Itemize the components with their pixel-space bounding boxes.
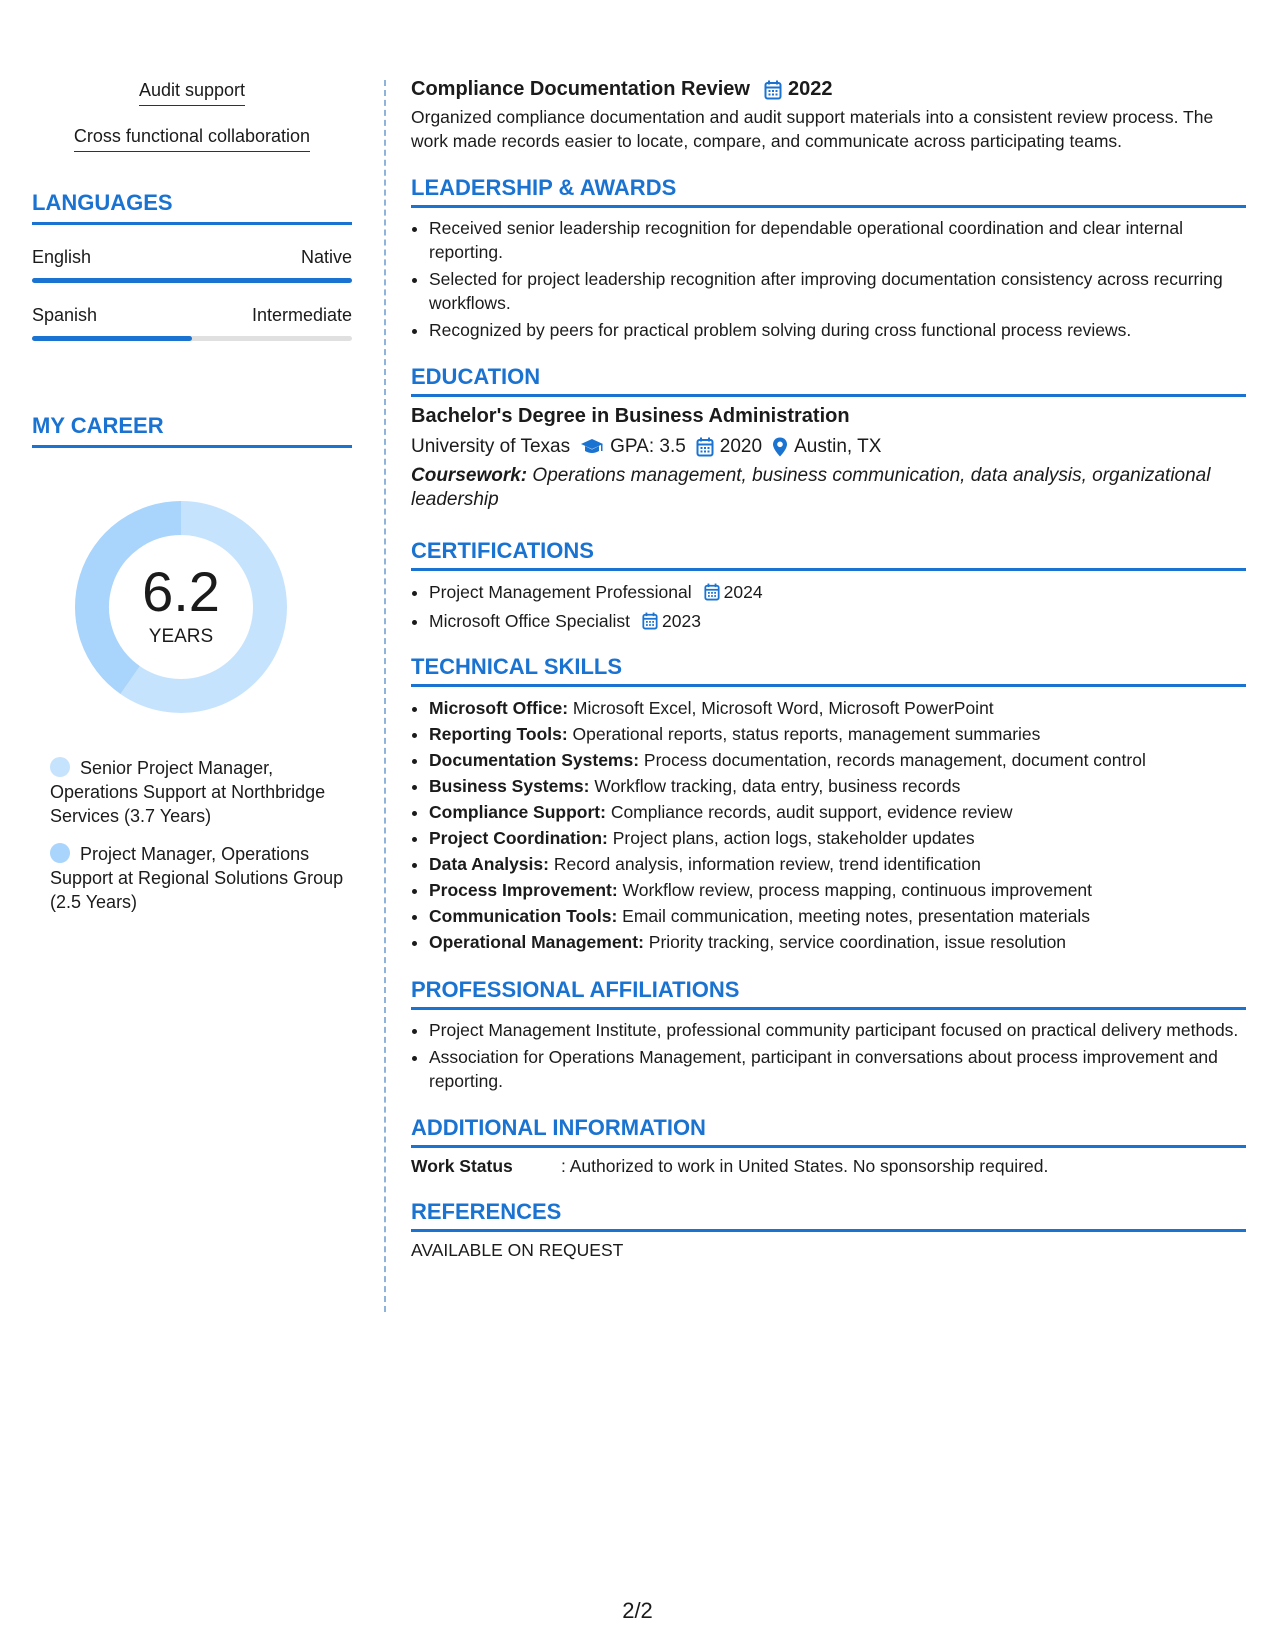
affiliations-heading: PROFESSIONAL AFFILIATIONS: [411, 977, 1246, 1010]
location-pin-icon: [772, 437, 788, 457]
coursework-text: Operations management, business communication, data analysis, organizational leadership: [411, 465, 1211, 510]
degree-title: Bachelor's Degree in Business Administration: [411, 405, 850, 427]
right-column: [411, 78, 1246, 1261]
language-level: Intermediate: [251, 305, 352, 325]
project-year: 2022: [787, 78, 833, 100]
career-legend: [32, 756, 352, 914]
technical-skill-item: • Operational Management: Priority tracking, service coordination, issue resolution: [429, 929, 1246, 955]
career-legend-item: Senior Project Manager, Operations Support at Northbridge Services (3.7 Years): [50, 758, 326, 826]
certification-year: 2023: [662, 611, 701, 631]
coursework: [411, 464, 1246, 512]
left-column: [32, 80, 352, 928]
skill-tag: Audit support: [32, 80, 352, 106]
list-item: • Selected for project leadership recognition after improving documentation consistency across recurring workflows.: [429, 267, 1246, 315]
project-entry: [411, 78, 1246, 153]
additional-info-heading: ADDITIONAL INFORMATION: [411, 1115, 1246, 1148]
language-english: [32, 247, 352, 283]
calendar-icon: [642, 612, 658, 630]
calendar-icon: [704, 583, 720, 601]
language-level-fill: [32, 336, 192, 341]
certification-item: [429, 608, 1246, 634]
language-level-bar: [32, 278, 352, 283]
language-name: Spanish: [32, 305, 98, 325]
technical-skill-item: • Business Systems: Workflow tracking, data entry, business records: [429, 773, 1246, 799]
language-level-fill: [32, 278, 352, 283]
project-description: Organized compliance documentation and audit support materials into a consistent review process. The work made records easier to locate, compare, and communicate across participating teams.: [411, 107, 1214, 151]
certification-name: • Project Management Professional: [429, 582, 692, 602]
certification-name: • Microsoft Office Specialist: [429, 611, 630, 631]
work-status-label: Work Status: [411, 1156, 513, 1176]
legend-dot-icon: [50, 843, 70, 863]
project-title: Compliance Documentation Review: [411, 78, 750, 100]
language-level: Native: [300, 247, 352, 267]
school-name: University of Texas: [411, 436, 571, 457]
career-legend-item: Project Manager, Operations Support at Regional Solutions Group (2.5 Years): [50, 844, 344, 912]
technical-skill-item: • Reporting Tools: Operational reports, status reports, management summaries: [429, 721, 1246, 747]
technical-skill-item: • Process Improvement: Workflow review, process mapping, continuous improvement: [429, 877, 1246, 903]
skill-tag: Cross functional collaboration: [32, 126, 352, 152]
career-donut-chart: [66, 492, 296, 722]
language-name: English: [32, 247, 92, 267]
languages-heading: LANGUAGES: [32, 190, 352, 225]
technical-skill-item: • Documentation Systems: Process documentation, records management, document control: [429, 747, 1246, 773]
technical-skill-item: • Microsoft Office: Microsoft Excel, Microsoft Word, Microsoft PowerPoint: [429, 695, 1246, 721]
language-spanish: [32, 305, 352, 341]
coursework-label: Coursework:: [411, 465, 528, 486]
technical-skill-item: • Communication Tools: Email communication, meeting notes, presentation materials: [429, 903, 1246, 929]
references-text: AVAILABLE ON REQUEST: [411, 1240, 624, 1260]
technical-skills-list: [411, 695, 1246, 955]
list-item: • Project Management Institute, professional community participant focused on practical delivery methods.: [429, 1018, 1246, 1042]
technical-skill-item: • Compliance Support: Compliance records, audit support, evidence review: [429, 799, 1246, 825]
school-location: Austin, TX: [794, 436, 882, 457]
list-item: • Received senior leadership recognition for dependable operational coordination and clear internal reporting.: [429, 216, 1246, 264]
technical-skills-heading: TECHNICAL SKILLS: [411, 654, 1246, 687]
leadership-heading: LEADERSHIP & AWARDS: [411, 175, 1246, 208]
certifications-list: [411, 579, 1246, 634]
list-item: • Association for Operations Management, participant in conversations about process improvement and reporting.: [429, 1045, 1246, 1093]
gpa: GPA: 3.5: [610, 436, 686, 457]
graduation-year: 2020: [719, 436, 763, 457]
certifications-heading: CERTIFICATIONS: [411, 538, 1246, 571]
calendar-icon: [764, 80, 782, 100]
leadership-list: [411, 216, 1246, 342]
page-number: 2/2: [622, 1598, 653, 1623]
career-total-years: 6.2: [142, 560, 220, 623]
legend-dot-icon: [50, 757, 70, 777]
graduation-cap-icon: [580, 438, 604, 456]
career-years-unit: YEARS: [148, 626, 214, 647]
language-level-bar: [32, 336, 352, 341]
education-heading: EDUCATION: [411, 364, 1246, 397]
calendar-icon: [696, 437, 714, 457]
education-entry: [411, 405, 1246, 512]
certification-year: 2024: [723, 582, 763, 602]
column-divider: [384, 80, 386, 1312]
work-status-value: : Authorized to work in United States. No sponsorship required.: [561, 1156, 1049, 1176]
references-heading: REFERENCES: [411, 1199, 1246, 1232]
work-status-row: [411, 1156, 1246, 1177]
career-heading: MY CAREER: [32, 413, 352, 448]
list-item: • Recognized by peers for practical problem solving during cross functional process reviews.: [429, 318, 1246, 342]
affiliations-list: [411, 1018, 1246, 1093]
certification-item: [429, 579, 1246, 605]
technical-skill-item: • Data Analysis: Record analysis, information review, trend identification: [429, 851, 1246, 877]
technical-skill-item: • Project Coordination: Project plans, action logs, stakeholder updates: [429, 825, 1246, 851]
